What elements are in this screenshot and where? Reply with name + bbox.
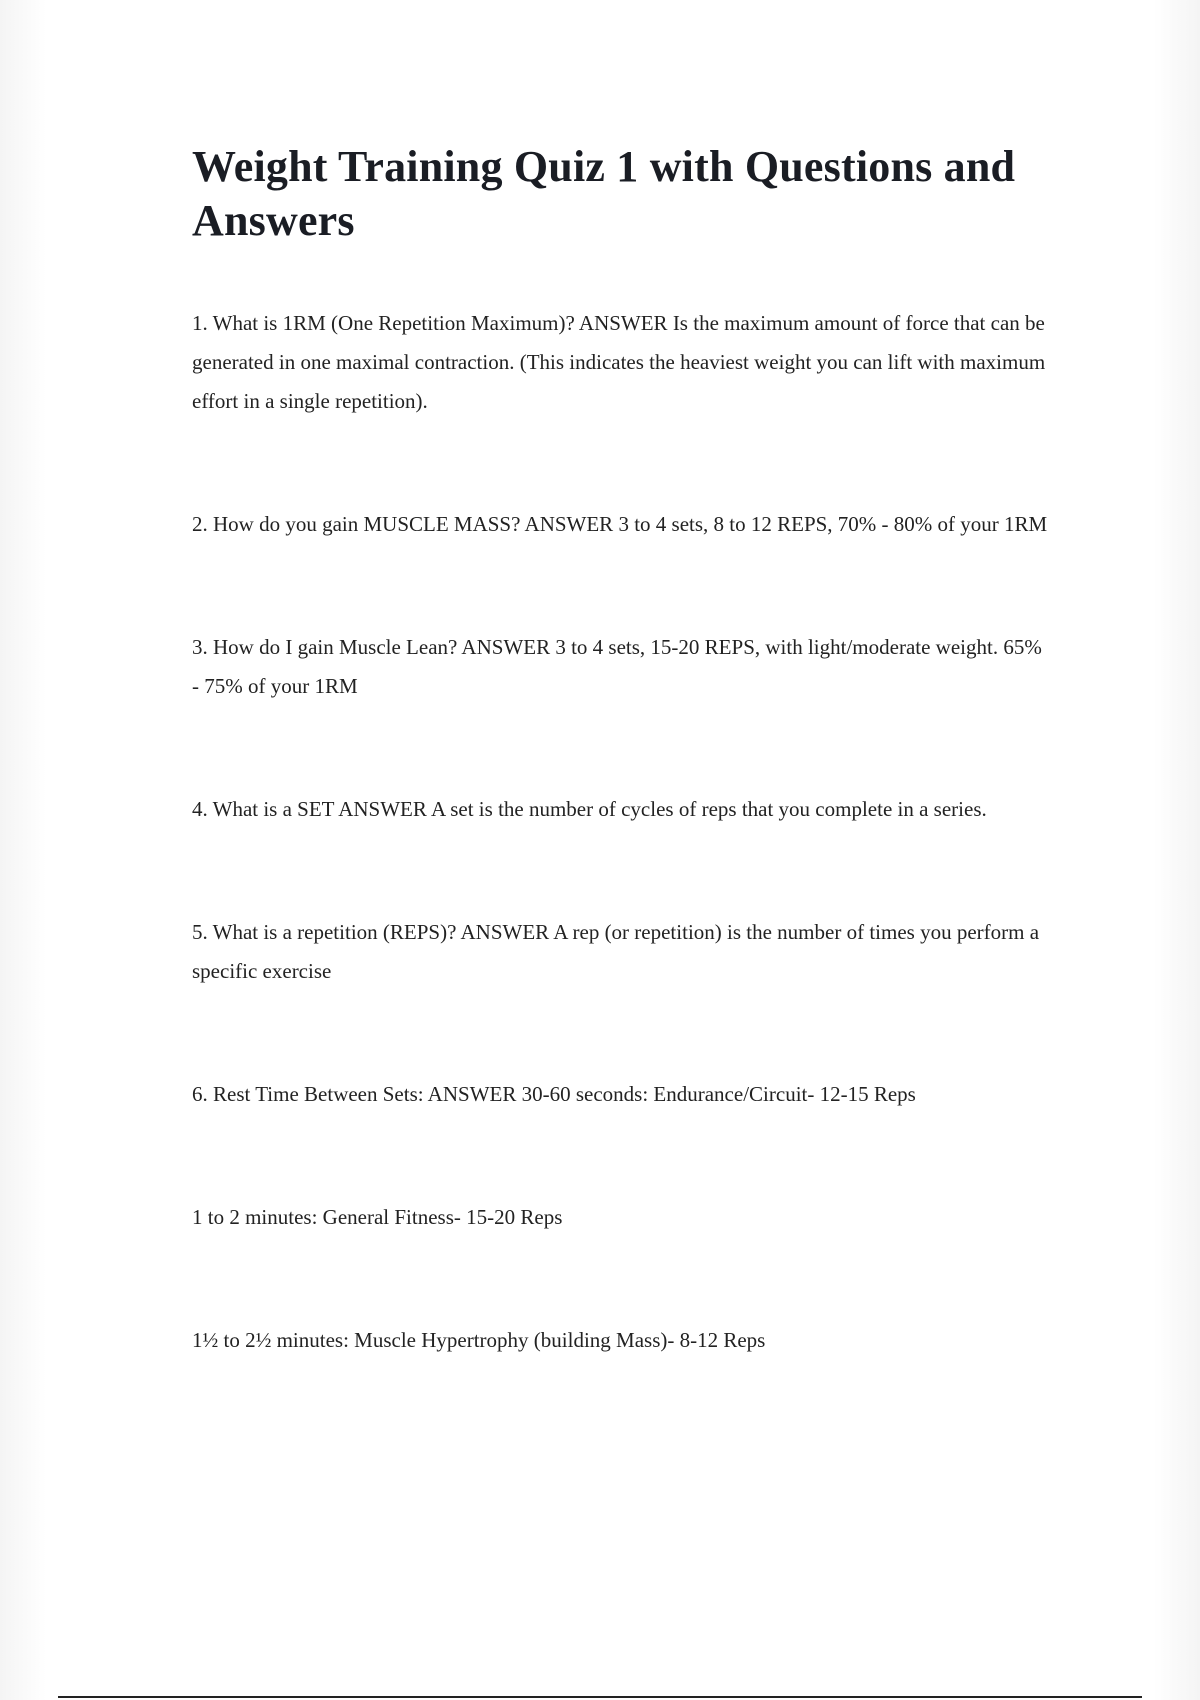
page-bottom-rule [58,1696,1142,1698]
qa-item-3: 3. How do I gain Muscle Lean? ANSWER 3 to 4 sets, 15-20 REPS, with light/moderate weight. 65% - 75% of your 1RM [192,635,1042,698]
qa-list [192,304,1052,1360]
qa-item-5: 5. What is a repetition (REPS)? ANSWER A rep (or repetition) is the number of times you perform a specific exercise [192,920,1040,983]
qa-item-2: 2. How do you gain MUSCLE MASS? ANSWER 3 to 4 sets, 8 to 12 REPS, 70% - 80% of your 1RM [192,512,1048,536]
qa-item-4: 4. What is a SET ANSWER A set is the number of cycles of reps that you complete in a series. [192,797,987,821]
document-title: Weight Training Quiz 1 with Questions and Answers [192,142,1016,245]
document-content [192,140,1052,1360]
qa-item-6: 6. Rest Time Between Sets: ANSWER 30-60 seconds: Endurance/Circuit- 12-15 Reps [192,1082,916,1106]
page-margin-shade-right [1154,0,1200,1700]
page-margin-shade-left [0,0,46,1700]
qa-item-1: 1. What is 1RM (One Repetition Maximum)? ANSWER Is the maximum amount of force that can be generated in one maximal contraction. (This indicates the heaviest weight you can lift with maximum effort in a single repetition). [192,311,1046,413]
rest-time-hypertrophy: 1½ to 2½ minutes: Muscle Hypertrophy (building Mass)- 8-12 Reps [192,1328,766,1352]
rest-time-general-fitness: 1 to 2 minutes: General Fitness- 15-20 Reps [192,1205,563,1229]
